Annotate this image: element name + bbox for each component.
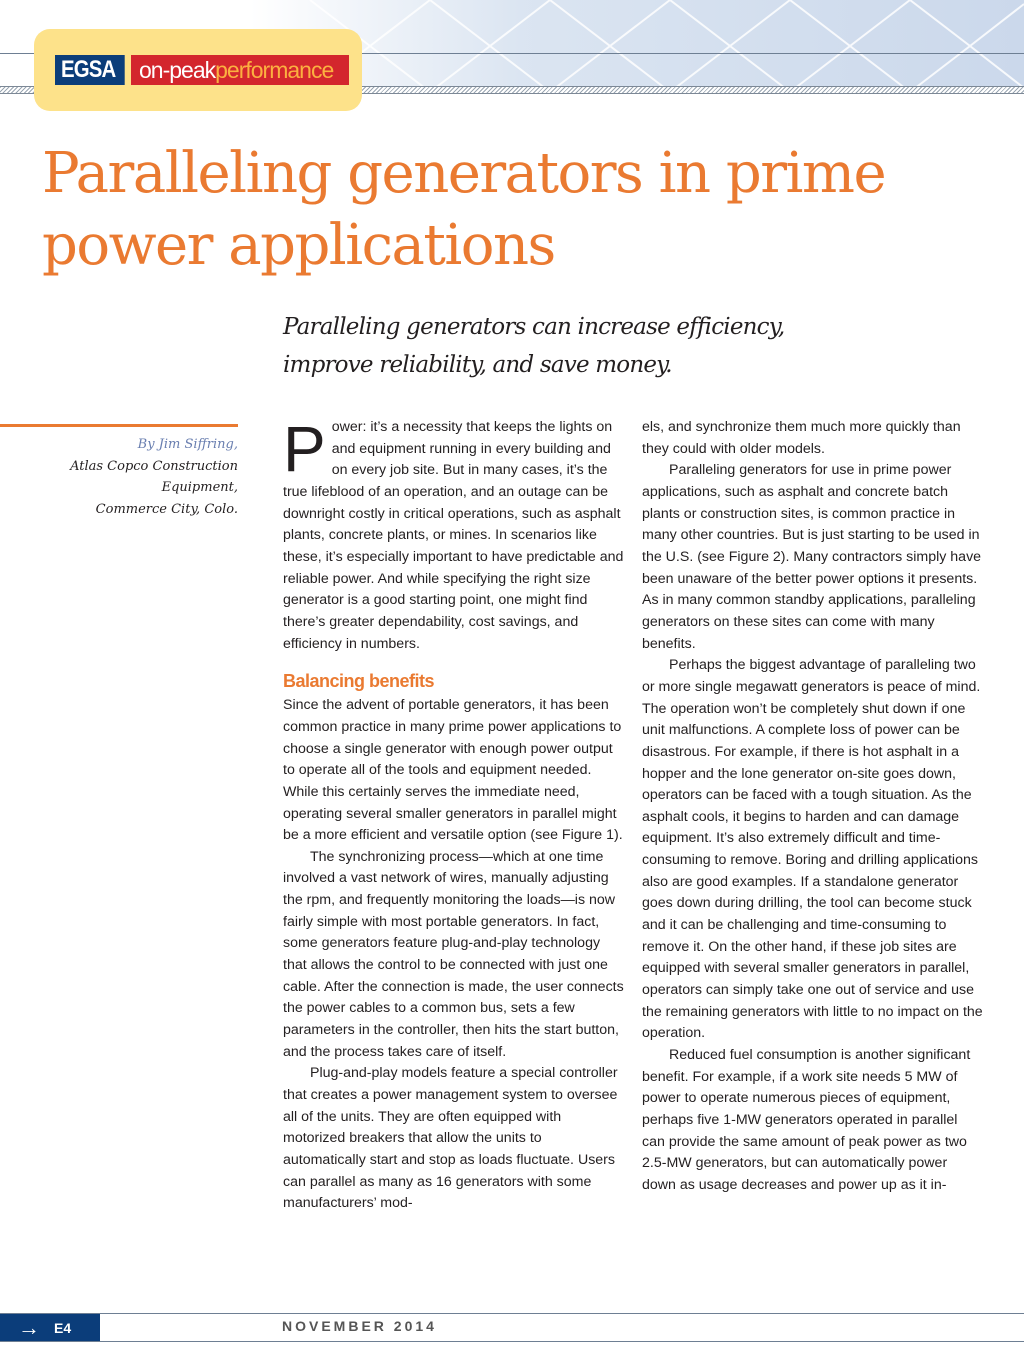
article-title (42, 138, 1002, 282)
badge-on-peak: on-peak (139, 56, 216, 83)
on-peak-performance-label (131, 55, 349, 85)
deck-line-2: improve reliability, and save money. (283, 352, 672, 378)
byline-rule (0, 424, 238, 427)
byline-company-2: Equipment, (161, 480, 238, 495)
byline (30, 434, 238, 520)
byline-location: Commerce City, Colo. (95, 501, 238, 517)
article-column-1 (283, 413, 625, 1215)
body-paragraph: Perhaps the biggest advantage of paralleling two or more single megawatt generators is peace of mind. The operation won’t be completely shut down if one unit malfunctions. A complete loss of power can be disastrous. For example, if there is hot asphalt in a hopper and the lone generator on-site goes down, operators can be faced with a tough situation. As the asphalt cools, it begins to harden and can damage equipment. It’s also extremely difficult and time-consuming to remove. Boring and drilling applications also are good examples. If a standalone generator goes down during drilling, the tool can become stuck and it can be challenging and time-consuming to remove it. On the other hand, if these job sites are equipped with several smaller generators in parallel, operators can simply take one out of service and use the remaining generators with little to no impact on the operation. (642, 657, 983, 1042)
deck-line-1: Paralleling generators can increase efficiency, (283, 314, 785, 340)
page-number: E4 (54, 1319, 72, 1336)
body-paragraph: Plug-and-play models feature a special controller that creates a power management system to oversee all of the units. They are often equipped with motorized breakers that allow the units to automatically start and stop as loads fluctuate. Users can parallel as many as 16 generators with some manufacturers’ mod- (283, 1065, 618, 1212)
issue-date: NOVEMBER 2014 (282, 1318, 437, 1334)
header-diamond-pattern (250, 0, 1024, 92)
byline-author: By Jim Siffring, (137, 437, 238, 452)
section-badge (55, 55, 349, 85)
body-paragraph: Reduced fuel consumption is another significant benefit. For example, if a work site needs 5 MW of power to operate numerous pieces of equipment, perhaps five 1-MW generators operated in parallel can provide the same amount of peak power as two 2.5-MW generators, but can automatically power down as usage decreases and power up as it in- (642, 1047, 971, 1193)
subhead-balancing-benefits: Balancing benefits (283, 671, 435, 692)
footer-rule-bottom (0, 1341, 1024, 1342)
article-column-2 (642, 417, 984, 1197)
body-paragraph: els, and synchronize them much more quickly than they could with older models. (642, 419, 961, 457)
egsa-logo: EGSA (55, 55, 125, 85)
body-paragraph: Since the advent of portable generators, it has been common practice in many prime power applications to choose a single generator with enough power output to operate all of the tools and equipment needed. While this certainly serves the immediate need, operating several smaller generators in parallel might be a more efficient and versatile option (see Figure 1). (283, 697, 623, 844)
badge-performance: performance (215, 56, 334, 83)
diamond-pattern-graphic (250, 0, 1024, 92)
intro-paragraph (283, 413, 625, 655)
footer-page-tab (0, 1314, 100, 1341)
byline-company: Atlas Copco Construction (70, 458, 238, 474)
drop-cap: P (283, 413, 326, 485)
title-line-1: Paralleling generators in prime (42, 141, 886, 206)
body-paragraph: The synchronizing process—which at one time involved a vast network of wires, manually adjusting the rpm, and frequently monitoring the loads—is now fairly simple with most portable generators. In fact, some generators feature plug-and-play technology that allows the control to be connected with just one cable. After the connection is made, the user connects the power cables to a common bus, sets a few parameters in the controller, then hits the start button, and the process takes care of itself. (283, 848, 624, 1060)
body-paragraph: Paralleling generators for use in prime power applications, such as asphalt and concrete batch plants or construction sites, is common practice in many other countries. But is just starting to be used in the U.S. (see Figure 2). Many contractors simply have been unaware of the better power options it presents. As in many common standby applications, paralleling generators on these sites can come with many benefits. (642, 462, 982, 652)
article-deck (283, 308, 923, 384)
title-line-2: power applications (42, 213, 555, 278)
footer-rule-top (0, 1313, 1024, 1314)
right-arrow-icon: → (18, 1315, 40, 1340)
intro-text: ower: it’s a necessity that keeps the lights on and equipment running in every building and on every job site. But in many cases, it’s the true lifeblood of an operation, and an outage can be downright costly in critical operations, such as asphalt plants, concrete plants, or mines. In scenarios like these, it’s especially important to have predictable and reliable power. And while specifying the right size generator is a good starting point, one might find there’s greater dependability, cost savings, and efficiency in numbers. (283, 419, 624, 652)
